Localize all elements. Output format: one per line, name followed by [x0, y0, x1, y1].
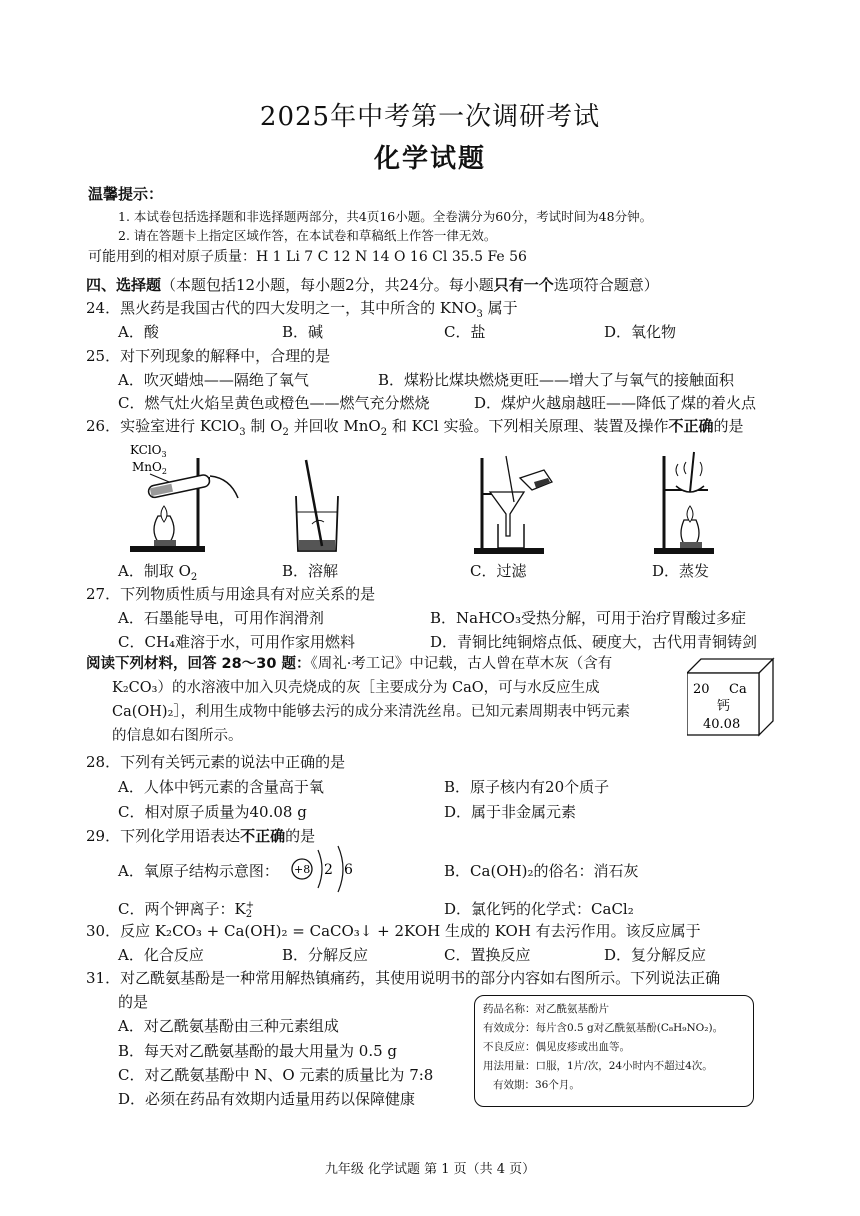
- section-heading: [86, 274, 659, 295]
- q25-option-b: B．煤粉比煤块燃烧更旺——增大了与氧气的接触面积: [378, 371, 735, 389]
- q24-option-a: A．酸: [118, 323, 159, 341]
- shell-1-electrons: 2: [324, 862, 333, 878]
- q29-option-b: B．Ca(OH)₂的俗名：消石灰: [444, 862, 639, 880]
- element-number: 20: [693, 682, 710, 697]
- q29-stem: 29．下列化学用语表达不正确的是: [86, 827, 316, 845]
- atomic-masses: 可能用到的相对原子质量：H 1 Li 7 C 12 N 14 O 16 Cl 35.5 Fe 56: [88, 249, 527, 265]
- reading-line-4: 的信息如右图所示。: [112, 728, 243, 744]
- q24-option-b: B．碱: [282, 323, 324, 341]
- q26-option-c: C．过滤: [470, 562, 527, 580]
- q25-stem: 25．对下列现象的解释中，合理的是: [86, 347, 331, 365]
- q28-option-c: C．相对原子质量为40.08 g: [118, 803, 307, 821]
- q26-stem: 26．实验室进行 KClO$_3$ 制 $O_2$ 并回收 MnO$_2$ 和 KCl 实验。下列相关原理、装置及操作不正确的是: [86, 417, 744, 438]
- reading-material: [86, 652, 686, 748]
- label-mno2: MnO$_2$: [132, 460, 167, 476]
- q31-option-b: B．每天对乙酰氨基酚的最大用量为 0.5 g: [118, 1042, 398, 1060]
- element-name: 钙: [717, 699, 731, 714]
- exam-title: 2025年中考第一次调研考试: [259, 102, 601, 132]
- evaporation-icon: [650, 446, 720, 556]
- q31-option-d: D．必须在药品有效期内适量用药以保障健康: [118, 1090, 416, 1108]
- leaflet-expiry: 有效期：36个月。: [493, 1079, 580, 1091]
- section-note-b: 只有一个: [493, 276, 554, 294]
- section-title: 四、选择题: [86, 276, 162, 294]
- q30-option-a: A．化合反应: [118, 946, 204, 964]
- q30-option-b: B．分解反应: [282, 946, 369, 964]
- apparatus-heating-icon: [110, 438, 260, 556]
- subject-title: 化学试题: [373, 144, 486, 174]
- section-note-a: （本题包括12小题，每小题2分，共24分。每小题: [161, 276, 494, 294]
- q30-option-d: D．复分解反应: [604, 946, 707, 964]
- oxygen-atom-structure-icon: [290, 840, 360, 896]
- q30-stem: 30．反应 K₂CO₃ + Ca(OH)₂ = CaCO₃↓ + 2KOH 生成的 KOH 有去污作用。该反应属于: [86, 922, 701, 940]
- q25-option-d: D．煤炉火越扇越旺——降低了煤的着火点: [474, 394, 757, 412]
- q29-option-d: D．氯化钙的化学式：CaCl₂: [444, 900, 634, 918]
- q25-option-a: A．吹灭蜡烛——隔绝了氧气: [118, 371, 309, 389]
- beaker-stirring-icon: [288, 456, 348, 556]
- drug-leaflet: [474, 995, 754, 1107]
- q28-option-b: B．原子核内有20个质子: [444, 778, 610, 796]
- tips-heading: 温馨提示：: [88, 185, 164, 203]
- q27-option-a: A．石墨能导电，可用作润滑剂: [118, 609, 324, 627]
- reading-line-3: Ca(OH)₂］，利用生成物中能够去污的成分来清洗丝帛。已知元素周期表中钙元素: [112, 704, 631, 720]
- q26-option-d: D．蒸发: [652, 562, 710, 580]
- reading-line-1: 阅读下列材料，回答 28～30 题：《周礼·考工记》中记载，古人曾在草木灰（含有: [86, 656, 613, 672]
- nucleus-charge: +8: [294, 863, 311, 876]
- calcium-element-cell: [687, 655, 777, 741]
- page-footer: 九年级 化学试题 第 1 页（共 4 页）: [324, 1162, 536, 1177]
- q27-option-b: B．NaHCO₃受热分解，可用于治疗胃酸过多症: [430, 609, 746, 627]
- q25-option-c: C．燃气灶火焰呈黄色或橙色——燃气充分燃烧: [118, 394, 430, 412]
- q29-option-c: C．两个钾离子：K + 2: [118, 900, 255, 920]
- tip-2: 2. 请在答题卡上指定区域作答，在本试卷和草稿纸上作答一律无效。: [118, 228, 497, 243]
- q26-option-b: B．溶解: [282, 562, 339, 580]
- q31-option-c: C．对乙酰氨基酚中 N、O 元素的质量比为 7:8: [118, 1066, 434, 1084]
- q26-option-a: A．制取 $O_2$: [118, 562, 198, 583]
- q31-stem-1: 31．对乙酰氨基酚是一种常用解热镇痛药，其使用说明书的部分内容如右图所示。下列说法正确: [86, 969, 721, 987]
- q29-option-a: A．氧原子结构示意图：: [118, 862, 279, 880]
- leaflet-dosage: 用法用量：口服，1片/次，24小时内不超过4次。: [483, 1060, 713, 1072]
- q28-stem: 28．下列有关钙元素的说法中正确的是: [86, 753, 346, 771]
- q31-option-a: A．对乙酰氨基酚由三种元素组成: [118, 1017, 339, 1035]
- shell-2-electrons: 6: [344, 862, 353, 878]
- leaflet-ingredient: 有效成分：每片含0.5 g对乙酰氨基酚(C₈H₉NO₂)。: [483, 1022, 724, 1034]
- q24-option-d: D．氧化物: [604, 323, 677, 341]
- q27-option-d: D．青铜比纯铜熔点低、硬度大，古代用青铜铸剑: [430, 633, 758, 651]
- q28-option-a: A．人体中钙元素的含量高于氧: [118, 778, 324, 796]
- q31-stem-2: 的是: [118, 993, 149, 1011]
- q27-option-c: C．CH₄难溶于水，可用作家用燃料: [118, 633, 356, 651]
- reading-line-2: K₂CO₃）的水溶液中加入贝壳烧成的灰［主要成分为 CaO，可与水反应生成: [112, 680, 600, 696]
- leaflet-side-effects: 不良反应：偶见皮疹或出血等。: [483, 1041, 630, 1053]
- q24-stem: 24．黑火药是我国古代的四大发明之一，其中所含的 $KNO_3$ 属于: [86, 299, 518, 320]
- q30-option-c: C．置换反应: [444, 946, 531, 964]
- tip-1: 1. 本试卷包括选择题和非选择题两部分，共4页16小题。全卷满分为60分，考试时间为48分钟。: [118, 209, 653, 224]
- section-note-c: 选项符合题意）: [553, 276, 659, 294]
- element-symbol: Ca: [729, 682, 747, 697]
- leaflet-name: 药品名称：对乙酰氨基酚片: [483, 1003, 609, 1015]
- filtration-icon: [468, 452, 558, 556]
- element-mass: 40.08: [703, 717, 741, 732]
- q24-option-c: C．盐: [444, 323, 486, 341]
- q28-option-d: D．属于非金属元素: [444, 803, 577, 821]
- label-kclo3: KClO$_3$: [130, 443, 167, 459]
- q27-stem: 27．下列物质性质与用途具有对应关系的是: [86, 585, 376, 603]
